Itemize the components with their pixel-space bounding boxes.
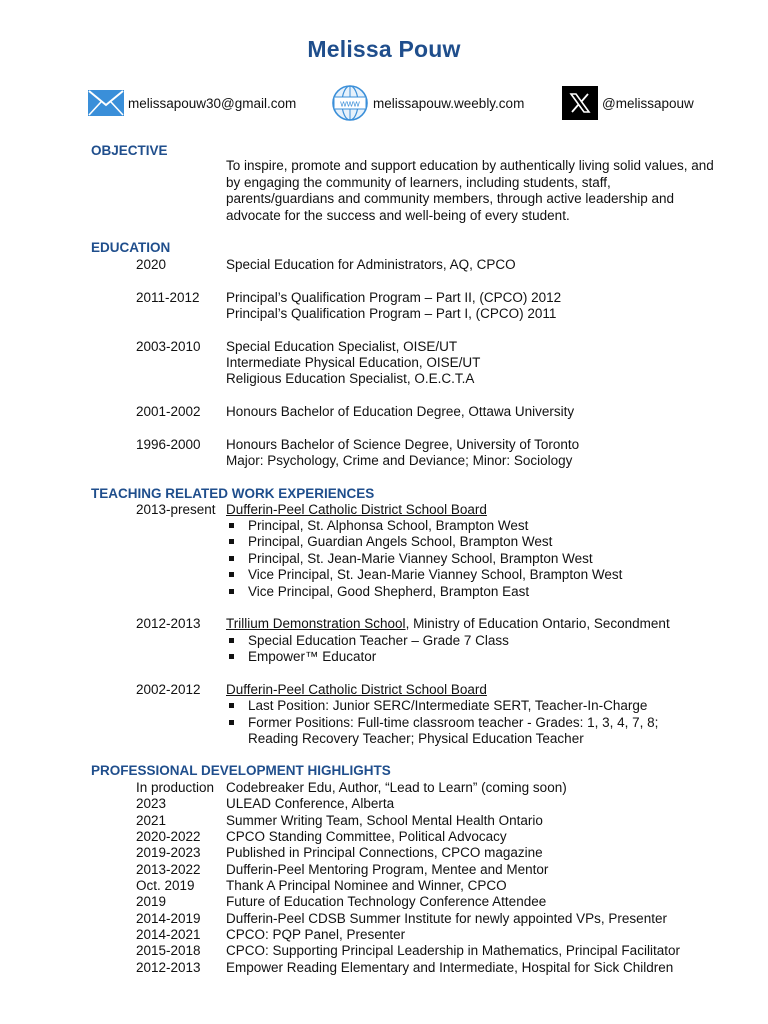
education-item: Principal’s Qualification Program – Part I, (CPCO) 2011 [226, 306, 557, 321]
experience-org [226, 616, 670, 633]
experience-year: 2013-present [136, 502, 216, 517]
education-item: Intermediate Physical Education, OISE/UT [226, 355, 481, 370]
development-year: 2023 [136, 796, 167, 811]
website-contact [331, 86, 524, 120]
social-handle[interactable]: @melissapouw [602, 95, 694, 111]
globe-icon [331, 84, 369, 122]
education-item: Religious Education Specialist, O.E.C.T.A [226, 371, 475, 386]
education-heading: EDUCATION [91, 240, 171, 255]
email-link[interactable]: melissapouw30@gmail.com [128, 95, 297, 111]
education-year: 2011-2012 [136, 290, 200, 305]
education-item: Special Education for Administrators, AQ, CPCO [226, 257, 516, 272]
development-year: 2013-2022 [136, 862, 201, 877]
education-year: 2001-2002 [136, 404, 201, 419]
bullet-icon [229, 633, 234, 650]
page-title: Melissa Pouw [307, 36, 461, 62]
employer-detail: , Ministry of Education Ontario, Secondment [405, 616, 670, 631]
education-item: Principal’s Qualification Program – Part II, (CPCO) 2012 [226, 290, 562, 305]
experience-bullet-continuation: Reading Recovery Teacher; Physical Education Teacher [248, 731, 584, 746]
development-item: Summer Writing Team, School Mental Health Ontario [226, 813, 543, 828]
bullet-icon [229, 698, 234, 715]
experience-bullet: Vice Principal, St. Jean-Marie Vianney School, Brampton West [248, 567, 623, 582]
education-item: Major: Psychology, Crime and Deviance; Minor: Sociology [226, 453, 573, 468]
objective-line: parents/guardians and community members, through active leadership and [226, 191, 674, 206]
education-year: 1996-2000 [136, 437, 201, 452]
education-item: Special Education Specialist, OISE/UT [226, 339, 458, 354]
mail-icon [88, 90, 124, 116]
education-year: 2003-2010 [136, 339, 201, 354]
employer-name: Dufferin-Peel Catholic District School Board [226, 502, 487, 517]
objective-line: by engaging the community of learners, including students, staff, [226, 174, 611, 190]
education-item: Honours Bachelor of Science Degree, University of Toronto [226, 437, 580, 452]
experience-bullet: Vice Principal, Good Shepherd, Brampton East [248, 584, 530, 599]
experience-bullet: Special Education Teacher – Grade 7 Class [248, 633, 509, 648]
development-year: 2019 [136, 894, 167, 909]
bullet-icon [229, 551, 234, 568]
development-item: CPCO: PQP Panel, Presenter [226, 927, 406, 942]
development-item: Published in Principal Connections, CPCO magazine [226, 845, 543, 860]
website-link[interactable]: melissapouw.weebly.com [373, 95, 525, 111]
development-heading: PROFESSIONAL DEVELOPMENT HIGHLIGHTS [91, 763, 391, 778]
experience-bullet: Principal, Guardian Angels School, Brampton West [248, 534, 553, 549]
x-logo-icon [562, 86, 598, 120]
development-item: Future of Education Technology Conference Attendee [226, 894, 547, 909]
development-year: 2021 [136, 813, 167, 828]
development-year: 2015-2018 [136, 943, 201, 958]
employer-name: Trillium Demonstration School [226, 616, 406, 631]
email-contact [88, 86, 296, 120]
objective-line: To inspire, promote and support education by authentically living solid values, and [226, 158, 714, 173]
development-year: 2014-2019 [136, 911, 201, 926]
development-year: 2020-2022 [136, 829, 201, 844]
development-item: Codebreaker Edu, Author, “Lead to Learn” (coming soon) [226, 780, 567, 795]
bullet-icon [229, 567, 234, 584]
experience-org [226, 682, 487, 699]
experience-bullet: Former Positions: Full-time classroom teacher - Grades: 1, 3, 4, 7, 8; [248, 715, 659, 730]
experience-bullet: Empower™ Educator [248, 649, 377, 664]
experience-year: 2002-2012 [136, 682, 201, 697]
development-item: Dufferin-Peel CDSB Summer Institute for newly appointed VPs, Presenter [226, 911, 667, 926]
objective-heading: OBJECTIVE [91, 143, 168, 158]
employer-name: Dufferin-Peel Catholic District School Board [226, 682, 487, 697]
bullet-icon [229, 518, 234, 535]
development-item: CPCO: Supporting Principal Leadership in Mathematics, Principal Facilitator [226, 943, 680, 958]
experience-bullet: Principal, St. Jean-Marie Vianney School, Brampton West [248, 551, 593, 566]
bullet-icon [229, 649, 234, 666]
experience-bullet: Last Position: Junior SERC/Intermediate SERT, Teacher-In-Charge [248, 698, 648, 713]
bullet-icon [229, 534, 234, 551]
development-item: Dufferin-Peel Mentoring Program, Mentee and Mentor [226, 862, 549, 877]
experience-heading: TEACHING RELATED WORK EXPERIENCES [91, 486, 375, 501]
education-year: 2020 [136, 257, 167, 272]
experience-year: 2012-2013 [136, 616, 201, 631]
development-year: Oct. 2019 [136, 878, 195, 893]
development-item: Thank A Principal Nominee and Winner, CPCO [226, 878, 507, 893]
development-item: Empower Reading Elementary and Intermediate, Hospital for Sick Children [226, 960, 674, 975]
development-year: 2019-2023 [136, 845, 201, 860]
experience-bullet: Principal, St. Alphonsa School, Brampton West [248, 518, 529, 533]
development-year: 2014-2021 [136, 927, 201, 942]
bullet-icon [229, 584, 234, 601]
development-year: In production [136, 780, 215, 795]
education-item: Honours Bachelor of Education Degree, Ottawa University [226, 404, 575, 419]
development-item: CPCO Standing Committee, Political Advocacy [226, 829, 507, 844]
development-item: ULEAD Conference, Alberta [226, 796, 395, 811]
globe-label: www [340, 98, 360, 109]
objective-text [226, 158, 736, 224]
social-contact [562, 86, 694, 120]
development-year: 2012-2013 [136, 960, 201, 975]
bullet-icon [229, 715, 234, 732]
experience-org [226, 502, 487, 519]
objective-line: advocate for the success and well-being of every student. [226, 207, 570, 223]
